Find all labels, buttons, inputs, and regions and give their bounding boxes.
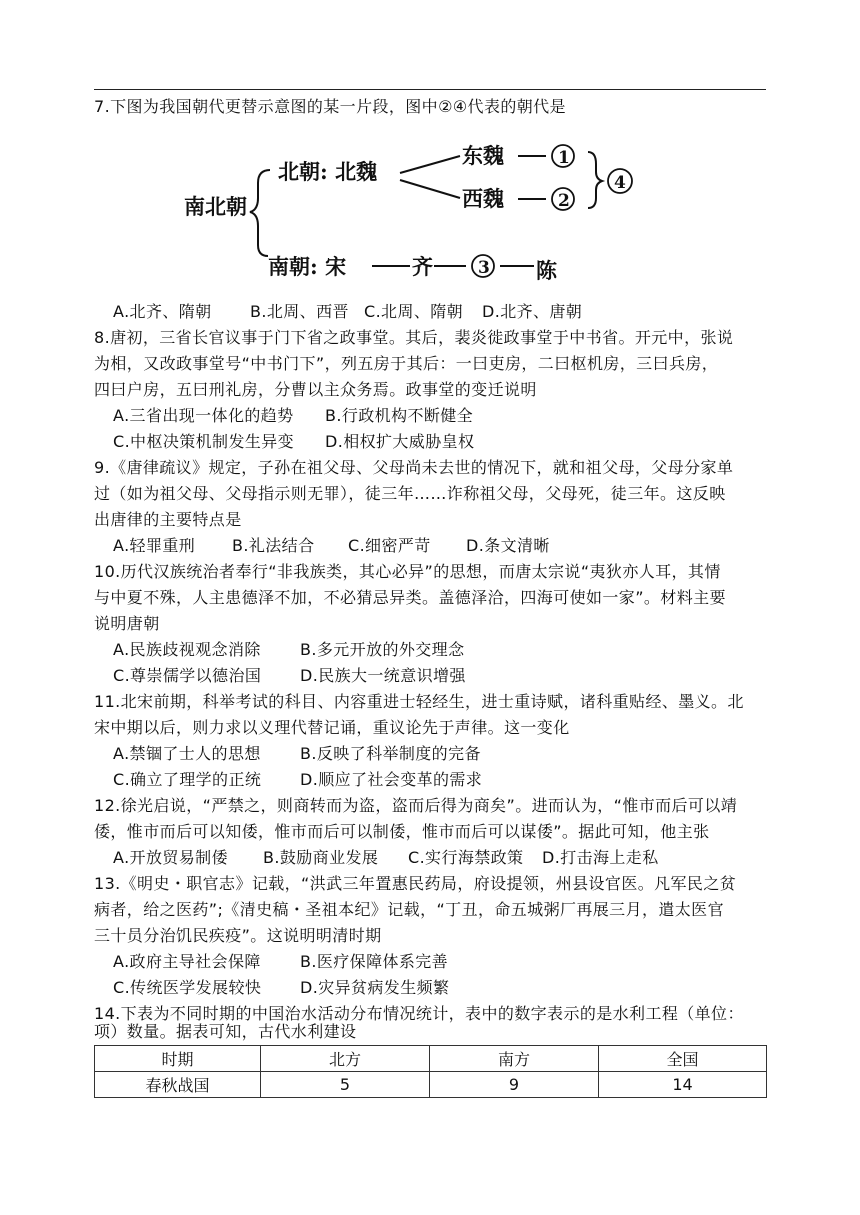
q12-option-a[interactable]: A.开放贸易制倭 xyxy=(113,848,228,867)
q10-option-b[interactable]: B.多元开放的外交理念 xyxy=(300,640,465,659)
q8-line-3: 四曰户房，五曰刑礼房，分曹以主众务焉。政事堂的变迁说明 xyxy=(94,380,537,399)
q13-option-c[interactable]: C.传统医学发展较快 xyxy=(113,978,262,997)
dynasty-diagram xyxy=(170,128,650,288)
cell-period: 春秋战国 xyxy=(95,1072,261,1098)
svg-text:1: 1 xyxy=(558,148,570,168)
q13-option-a[interactable]: A.政府主导社会保障 xyxy=(113,952,261,971)
q9-option-d[interactable]: D.条文清晰 xyxy=(466,536,550,555)
q8-line-1: 8.唐初，三省长官议事于门下省之政事堂。其后，裴炎徙政事堂于中书省。开元中，张说 xyxy=(94,328,734,347)
svg-text:4: 4 xyxy=(614,173,626,193)
q13-line-1: 13.《明史・职官志》记载，“洪武三年置惠民药局，府设提领，州县设官医。凡军民之贫 xyxy=(94,874,737,893)
q11-option-c[interactable]: C.确立了理学的正统 xyxy=(113,770,262,789)
q8-line-2: 为相，又改政事堂号“中书门下”，列五房于其后：一曰吏房，二曰枢机房，三曰兵房， xyxy=(94,354,719,373)
header-rule xyxy=(94,89,766,90)
header-south: 南方 xyxy=(430,1046,599,1072)
q11-line-2: 宋中期以后，则力求以义理代替记诵，重议论先于声律。这一变化 xyxy=(94,718,570,737)
q12-option-d[interactable]: D.打击海上走私 xyxy=(542,848,659,867)
header-north: 北方 xyxy=(261,1046,430,1072)
q10-line-2: 与中夏不殊，人主患德泽不加，不必猜忌异类。盖德泽洽，四海可使如一家”。材料主要 xyxy=(94,588,726,607)
q9-option-b[interactable]: B.礼法结合 xyxy=(232,536,315,555)
label-chen: 陈 xyxy=(536,258,557,283)
q13-option-b[interactable]: B.医疗保障体系完善 xyxy=(300,952,449,971)
q11-option-d[interactable]: D.顺应了社会变革的需求 xyxy=(300,770,483,789)
q8-option-b[interactable]: B.行政机构不断健全 xyxy=(325,406,474,425)
label-nanchao: 南朝: 宋 xyxy=(268,254,347,279)
q10-line-3: 说明唐朝 xyxy=(94,614,160,633)
q9-line-1: 9.《唐律疏议》规定，子孙在祖父母、父母尚未去世的情况下，就和祖父母，父母分家单 xyxy=(94,458,734,477)
svg-text:2: 2 xyxy=(558,191,570,211)
label-beichao: 北朝: 北魏 xyxy=(278,159,378,184)
q7-option-c[interactable]: C.北周、隋朝 xyxy=(364,302,464,321)
cell-nation: 14 xyxy=(599,1072,767,1098)
table-row xyxy=(95,1072,767,1098)
q9-line-3: 出唐律的主要特点是 xyxy=(94,510,242,529)
header-period: 时期 xyxy=(95,1046,261,1072)
q9-option-c[interactable]: C.细密严苛 xyxy=(348,536,431,555)
cell-north: 5 xyxy=(261,1072,430,1098)
q13-line-3: 三十员分治饥民疾疫”。这说明明清时期 xyxy=(94,926,382,945)
q9-line-2: 过（如为祖父母、父母指示则无罪），徒三年……诈称祖父母，父母死，徒三年。这反映 xyxy=(94,484,726,503)
svg-text:3: 3 xyxy=(478,258,490,278)
label-qi: 齐 xyxy=(412,254,433,279)
q14-line-1: 14.下表为不同时期的中国治水活动分布情况统计，表中的数字表示的是水利工程（单位： xyxy=(94,1004,744,1023)
q10-option-c[interactable]: C.尊崇儒学以德治国 xyxy=(113,666,262,685)
q11-option-a[interactable]: A.禁锢了士人的思想 xyxy=(113,744,261,763)
header-nation: 全国 xyxy=(599,1046,767,1072)
q10-option-a[interactable]: A.民族歧视观念消除 xyxy=(113,640,261,659)
water-projects-table xyxy=(94,1045,767,1098)
table-header-row xyxy=(95,1046,767,1072)
label-dongwei: 东魏 xyxy=(462,143,504,168)
q14-line-2: 项）数量。据表可知，古代水利建设 xyxy=(94,1022,357,1041)
label-nanbeichao: 南北朝 xyxy=(184,194,247,219)
q13-option-d[interactable]: D.灾异贫病发生频繁 xyxy=(300,978,450,997)
q13-line-2: 病者，给之医药”;《清史稿・圣祖本纪》记载，“丁丑，命五城粥厂再展三月，遣太医官 xyxy=(94,900,724,919)
label-xiwei: 西魏 xyxy=(462,186,504,211)
q10-line-1: 10.历代汉族统治者奉行“非我族类，其心必异”的思想，而唐太宗说“夷狄亦人耳，其情 xyxy=(94,562,721,581)
q10-option-d[interactable]: D.民族大一统意识增强 xyxy=(300,666,466,685)
q12-option-b[interactable]: B.鼓励商业发展 xyxy=(263,848,379,867)
q11-line-1: 11.北宋前期，科举考试的科目、内容重进士轻经生，进士重诗赋，诸科重贴经、墨义。北 xyxy=(94,692,744,711)
q7-option-a[interactable]: A.北齐、隋朝 xyxy=(113,302,212,321)
q12-line-1: 12.徐光启说，“严禁之，则商转而为盗，盗而后得为商矣”。进而认为，“惟市而后可以靖 xyxy=(94,796,738,815)
q12-option-c[interactable]: C.实行海禁政策 xyxy=(408,848,524,867)
q7-option-b[interactable]: B.北周、西晋 xyxy=(250,302,349,321)
cell-south: 9 xyxy=(430,1072,599,1098)
q8-option-c[interactable]: C.中枢决策机制发生异变 xyxy=(113,432,295,451)
q8-option-a[interactable]: A.三省出现一体化的趋势 xyxy=(113,406,294,425)
q11-option-b[interactable]: B.反映了科举制度的完备 xyxy=(300,744,481,763)
q9-option-a[interactable]: A.轻罪重刑 xyxy=(113,536,196,555)
q12-line-2: 倭，惟市而后可以知倭，惟市而后可以制倭，惟市而后可以谋倭”。据此可知，他主张 xyxy=(94,822,710,841)
q8-option-d[interactable]: D.相权扩大威胁皇权 xyxy=(325,432,475,451)
q7-stem: 7.下图为我国朝代更替示意图的某一片段，图中②④代表的朝代是 xyxy=(94,97,566,116)
q7-option-d[interactable]: D.北齐、唐朝 xyxy=(482,302,583,321)
